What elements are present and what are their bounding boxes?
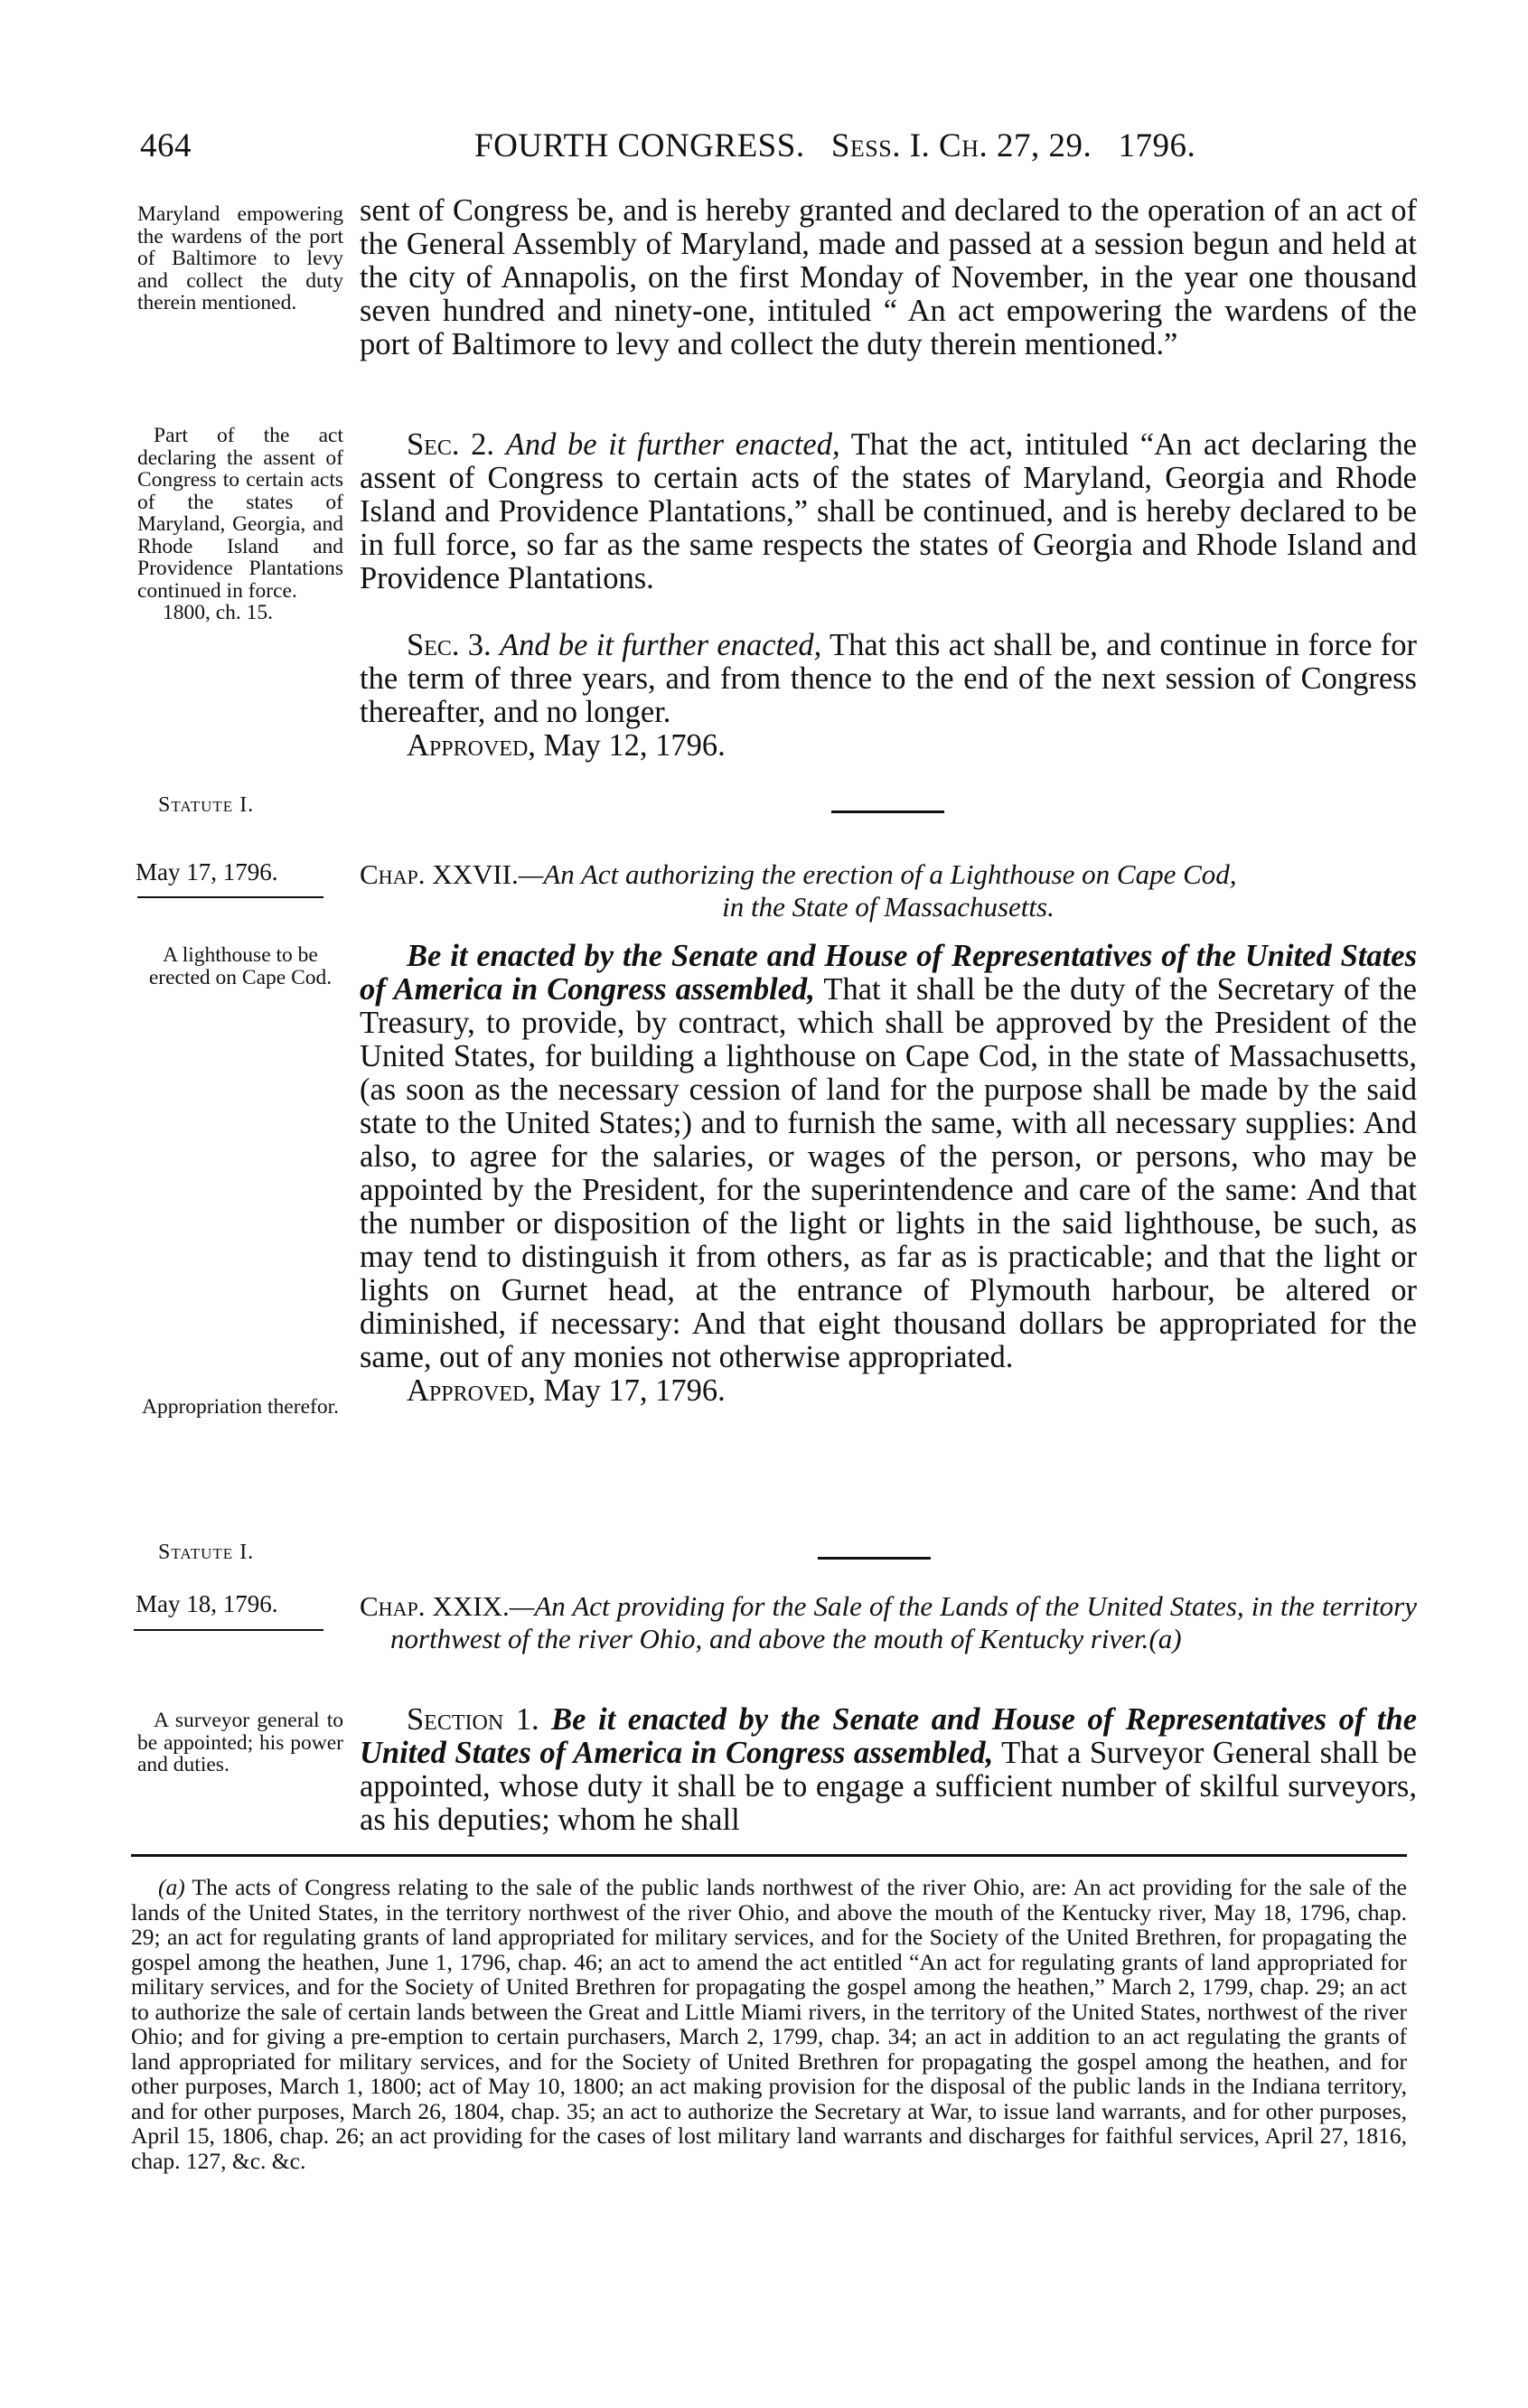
running-header-session: Sess. I. Ch. 27, 29. [830,127,1092,164]
approved-line-1: Approved, May 12, 1796. [407,728,726,763]
statute-label-27: Statute I. [158,793,255,817]
chapter-29-label: Chap. XXIX. [360,1590,510,1622]
section-divider [818,1557,931,1560]
footnote-ref[interactable]: (a) [1148,1623,1182,1654]
running-header-year: 1796. [1118,127,1196,164]
chapter-29-date: May 18, 1796. [136,1590,278,1617]
section-1-enacting: Be it enacted by the Senate and House of Representatives of the United States of America in Congress assembled, [360,1702,1418,1770]
statute-label-29: Statute I. [158,1541,255,1564]
chapter-27-title-cont: in the State of Massachusetts. [722,891,1055,923]
chapter-29-title: —An Act providing for the Sale of the Lands of the United States, in the territory northwest of the river Ohio, and above the mouth of Kentucky river. [390,1590,1417,1654]
margin-note-appropriation: Appropriation therefor. [142,1395,339,1419]
footnote-rule [131,1854,1407,1857]
date-underline [137,896,323,898]
margin-note-maryland: Maryland empowering the wardens of the port of Baltimore to levy and collect the duty therein mentioned. [137,202,343,314]
margin-note-reference: 1800, ch. 15. [163,601,274,624]
chapter-29-heading [360,1590,1417,1655]
section-3-label: Sec. 3. [407,628,492,662]
margin-note-assent-continued: Part of the act declaring the assent of Congress to certain acts of the states of Maryland, Georgia, and Rhode Island and Providence Plantations continued in force. 1800, ch. 15. [137,424,343,624]
chapter-29-section-1 [360,1703,1417,1837]
chapter-27-date: May 17, 1796. [136,858,278,885]
footnote-text: The acts of Congress relating to the sale of the public lands northwest of the river Ohio, are: An act providing for the sale of the lands of the United States, in the territory northwest of the river Ohio, and above the mouth of the Kentucky river, May 18, 1796, chap. 29; an act for regulating grants of land appropriated for military services, and for the Society of the United Brethren, for propagating the gospel among the heathen, June 1, 1796, chap. 46; an act to amend the act entitled “An act for regulating grants of land appropriated for military services, and for the Society of United Brethren for propagating the gospel among the heathen,” March 2, 1799, chap. 29; an act to authorize the sale of certain lands between the Great and Little Miami rivers, in the territory of the United States, northwest of the river Ohio; and for giving a pre-emption to certain purchasers, March 2, 1799, chap. 34; an act in addition to an act regulating the grants of land appropriated for military services, and for the Society of United Brethren for propagating the gospel among the heathen, and for other purposes, March 1, 1800; act of May 10, 1800; an act making provision for the disposal of the public lands in the Indiana territory, and for other purposes, March 26, 1804, chap. 35; an act to authorize the Secretary at War, to issue land warrants, and for other purposes, April 15, 1806, chap. 26; an act providing for the cases of lost military land warrants and discharges for faithful services, April 27, 1816, chap. 127, &c. &c. [131,1874,1407,2174]
section-2-text: That the act, intituled “An act declaring the assent of Congress to certain acts of the states of Maryland, Georgia and Rhode Island and Providence Plantations,” shall be continued, and is hereby declared to be in full force, so far as the same respects the states of Georgia and Rhode Island and Providence Plantations. [360,427,1417,595]
chapter-27-label: Chap. XXVII. [360,858,519,890]
chapter-27-text: That it shall be the duty of the Secretary of the Treasury, to provide, by contract, which shall be approved by the President of the United States, for building a lighthouse on Cape Cod, in the state of Massachusetts, (as soon as the necessary cession of land for the purpose shall be made by the said state to the United States;) and to furnish the same, with all necessary supplies: And also, to agree for the salaries, or wages of the person, or persons, who may be appointed by the President, for the superintendence and care of the same: And that the number or disposition of the light or lights in the said lighthouse, be such, as may tend to distinguish it from others, as far as is practicable; and that the light or lights on Gurnet head, at the entrance of Plymouth harbour, be altered or diminished, if necessary: And that eight thousand dollars be appropriated for the same, out of any monies not otherwise appropriated. [360,972,1417,1374]
running-header [474,126,1414,166]
chapter-27-title: —An Act authorizing the erection of a Lighthouse on Cape Cod, [518,858,1237,890]
approved-line-2: Approved, May 17, 1796. [407,1373,726,1408]
margin-note-lighthouse: A lighthouse to be erected on Cape Cod. [148,943,333,989]
chapter-27-heading [360,858,1417,923]
section-2-enacting: And be it further enacted, [505,427,840,462]
section-2 [360,428,1417,595]
footnote-marker: (a) [158,1874,185,1900]
running-header-title: FOURTH CONGRESS. [474,127,805,164]
chapter-27-enacting: Be it enacted by the Senate and House of Representatives of the United States of America in Congress assembled, [360,939,1417,1007]
chapter-27-body [360,940,1417,1408]
footnote [131,1875,1407,2173]
section-1-text: That a Surveyor General shall be appointed, whose duty it shall be to engage a sufficient number of skilful surveyors, as his deputies; whom he shall [360,1736,1417,1837]
section-divider [831,810,944,813]
maryland-act-text: sent of Congress be, and is hereby granted and declared to the operation of an act of the General Assembly of Maryland, made and passed at a session begun and held at the city of Annapolis, on the first Monday of November, in the year one thousand seven hundred and ninety-one, intituled “ An act empowering the wardens of the port of Baltimore to levy and collect the duty therein mentioned.” [360,193,1417,361]
section-1-label: Section 1. [407,1702,539,1737]
section-3 [360,629,1417,763]
date-underline [134,1629,323,1631]
margin-note-surveyor: A surveyor general to be appointed; his power and duties. [137,1709,343,1776]
section-3-enacting: And be it further enacted, [500,628,822,662]
section-2-label: Sec. 2. [407,427,495,462]
page-number: 464 [140,127,192,164]
section-3-text: That this act shall be, and continue in force for the term of three years, and from thence to the end of the next session of Congress thereafter, and no longer. [360,628,1418,729]
